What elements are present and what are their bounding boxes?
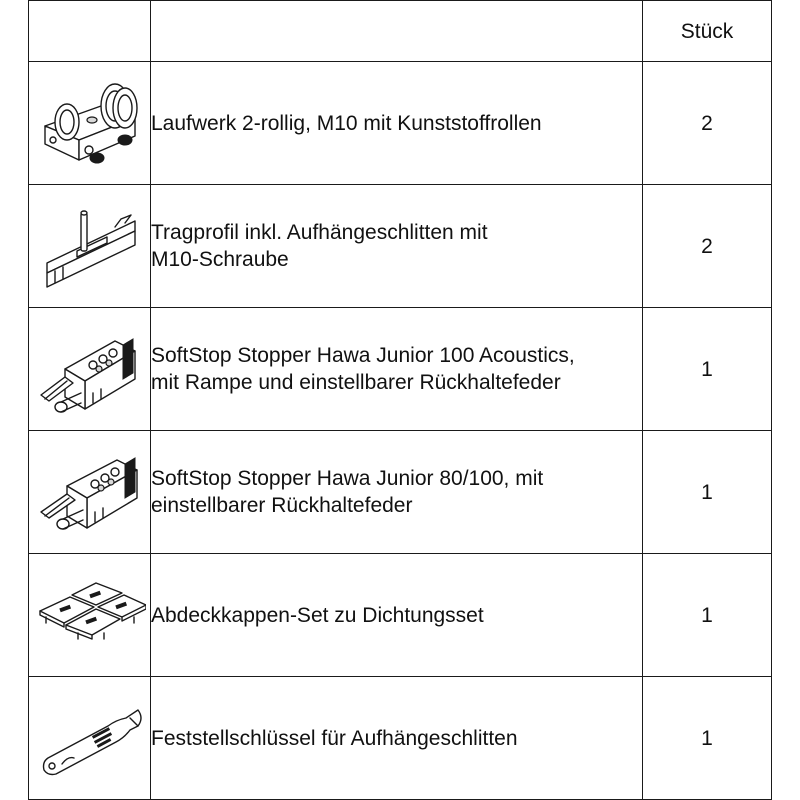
part-image-cell	[29, 185, 151, 308]
table-row	[29, 62, 772, 185]
part-quantity-cell: 1	[643, 554, 772, 677]
header-quantity-cell: Stück	[643, 1, 772, 62]
part-description-line: Feststellschlüssel für Aufhängeschlitten	[151, 726, 518, 750]
part-description-cell	[151, 677, 643, 800]
part-description-cell	[151, 554, 643, 677]
part-image-cell	[29, 308, 151, 431]
part-description-line: M10-Schraube	[151, 248, 289, 271]
part-image-cell	[29, 677, 151, 800]
part-description-cell	[151, 62, 643, 185]
part-description-line: mit Rampe und einstellbarer Rückhaltefeder	[151, 371, 561, 394]
part-description-cell	[151, 431, 643, 554]
header-description-cell	[151, 1, 643, 62]
table-row	[29, 431, 772, 554]
cover-cap-set-icon	[34, 575, 146, 655]
part-quantity-cell: 1	[643, 308, 772, 431]
part-description-line: SoftStop Stopper Hawa Junior 100 Acoustics,	[151, 344, 575, 367]
parts-table	[28, 0, 772, 800]
part-description-line: Tragprofil inkl. Aufhängeschlitten mit	[151, 221, 488, 244]
part-description-cell	[151, 185, 643, 308]
table-row	[29, 308, 772, 431]
softstop-acoustics-icon	[37, 319, 143, 419]
softstop-stopper-icon	[37, 442, 143, 542]
locking-wrench-icon	[34, 696, 146, 780]
roller-carriage-icon	[37, 78, 143, 168]
table-header-row	[29, 1, 772, 62]
part-quantity-cell: 1	[643, 677, 772, 800]
part-description-line: einstellbarer Rückhaltefeder	[151, 494, 413, 517]
part-image-cell	[29, 554, 151, 677]
table-row	[29, 554, 772, 677]
part-quantity-cell: 2	[643, 185, 772, 308]
part-image-cell	[29, 62, 151, 185]
part-description-cell	[151, 308, 643, 431]
part-description-line: Laufwerk 2-rollig, M10 mit Kunststoffrollen	[151, 111, 542, 135]
table-row	[29, 677, 772, 800]
table-row	[29, 185, 772, 308]
part-description-line: Abdeckkappen-Set zu Dichtungsset	[151, 603, 484, 627]
header-image-cell	[29, 1, 151, 62]
part-quantity-cell: 1	[643, 431, 772, 554]
part-quantity-cell: 2	[643, 62, 772, 185]
part-image-cell	[29, 431, 151, 554]
part-description-line: SoftStop Stopper Hawa Junior 80/100, mit	[151, 467, 544, 490]
mounting-profile-icon	[37, 201, 143, 291]
